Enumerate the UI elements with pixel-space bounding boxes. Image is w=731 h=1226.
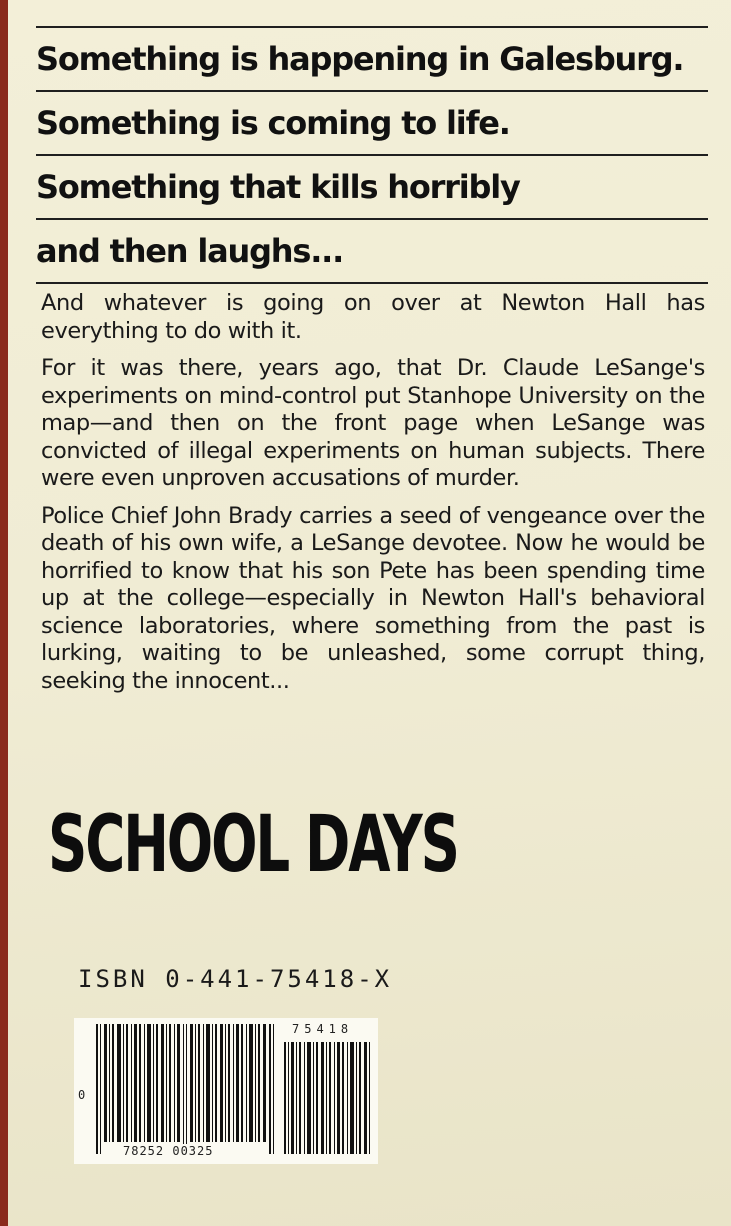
barcode: [74, 1018, 378, 1164]
tagline-3: Something that kills horribly: [36, 168, 520, 206]
blurb-paragraph-2: For it was there, years ago, that Dr. Claude LeSange's experiments on mind-control put Stanhope University on the map—and then on the front page when LeSange was convicted of illegal experiments on human subjects. There were even unproven accusations of murder.: [41, 355, 705, 491]
back-cover: [8, 0, 731, 1226]
barcode-supplement-bars: [284, 1042, 372, 1154]
barcode-main-digits: 78252 00325: [123, 1144, 214, 1158]
tagline-2: Something is coming to life.: [36, 104, 510, 142]
blurb-text: [41, 290, 705, 705]
barcode-supplement-digits: 75418: [292, 1022, 354, 1036]
book-title: SCHOOL DAYS: [48, 800, 458, 890]
blurb-paragraph-1: And whatever is going on over at Newton Hall has everything to do with it.: [41, 290, 705, 344]
blurb-paragraph-3: Police Chief John Brady carries a seed of vengeance over the death of his own wife, a LeSange devotee. Now he would be horrified to know that his son Pete has been spending time up at the college—especially in Newton Hall's behavioral science laboratories, where something from the past is lurking, waiting to be unleashed, some corrupt thing, seeking the innocent...: [41, 502, 705, 694]
tagline-4: and then laughs...: [36, 232, 344, 270]
divider-rule: [36, 282, 708, 284]
tagline-block: [36, 26, 708, 284]
isbn-number: ISBN 0-441-75418-X: [78, 965, 393, 993]
tagline-1: Something is happening in Galesburg.: [36, 40, 684, 78]
barcode-prefix-digit: 0: [78, 1088, 86, 1102]
barcode-main-bars: [96, 1024, 278, 1154]
